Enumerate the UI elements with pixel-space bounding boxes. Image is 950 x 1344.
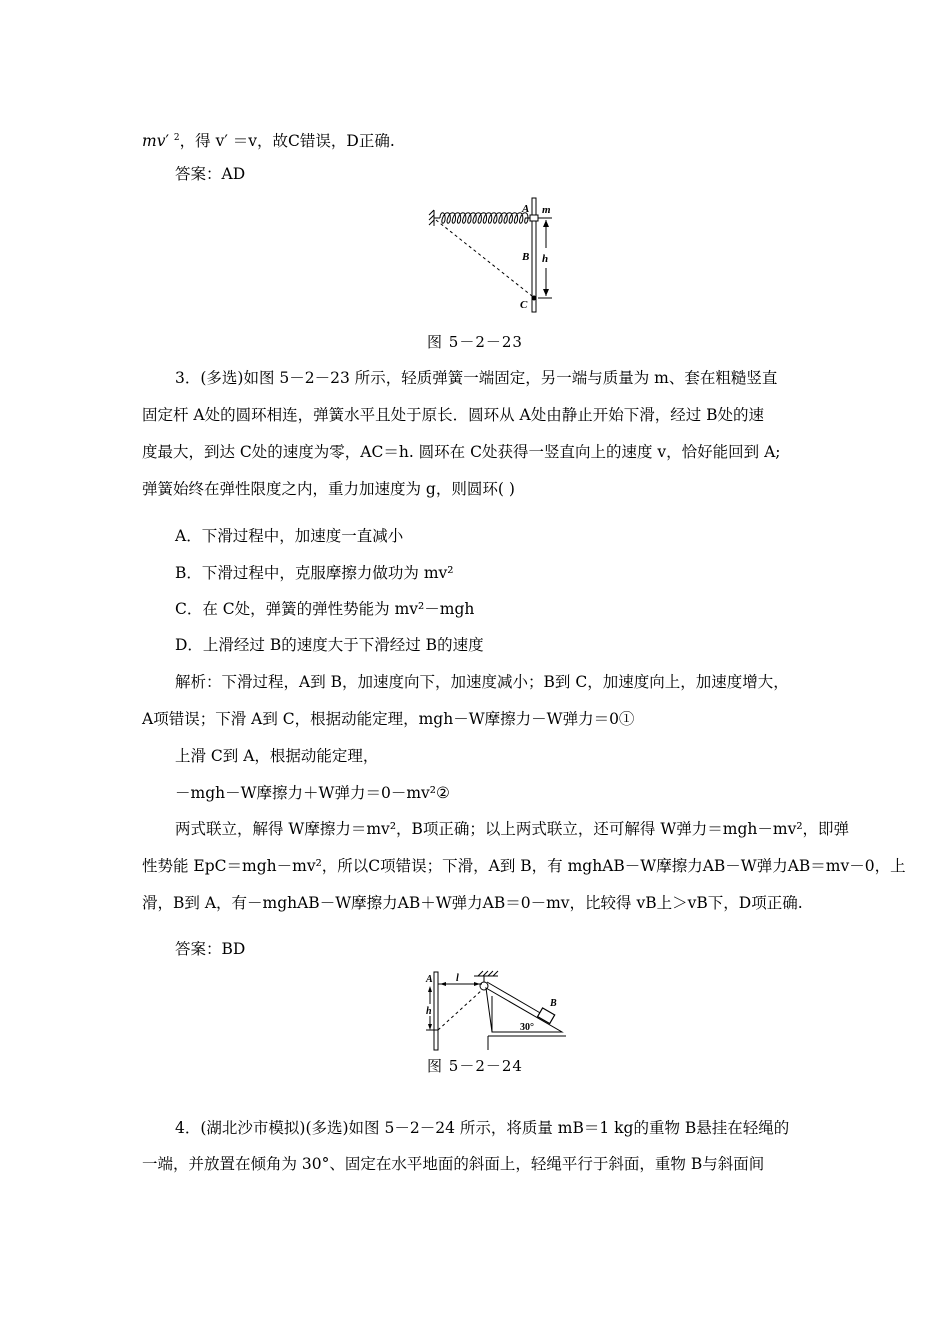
- solution-line-6: 性势能 EpC＝mgh－mv²，所以C项错误；下滑，A到 B，有 mghAB－W摩擦力AB－W弹力AB＝mv－0，上: [142, 857, 906, 875]
- q4-line-2: 一端，并放置在倾角为 30°、固定在水平地面的斜面上，轻绳平行于斜面，重物 B与斜面间: [142, 1155, 765, 1173]
- dashed-line: [438, 990, 482, 1030]
- figure-5-2-23: [428, 196, 588, 316]
- figure-5-2-24-caption: 图 5－2－24: [427, 1057, 523, 1075]
- answer-2: 答案：BD: [175, 940, 246, 958]
- label-h: h: [542, 253, 549, 265]
- vertical-post: [434, 972, 438, 1050]
- dashed-line: [436, 220, 532, 296]
- solution-line-4: －mgh－W摩擦力＋W弹力＝0－mv²②: [175, 784, 450, 802]
- point-c: [532, 296, 537, 301]
- solution-line-7: 滑，B到 A，有－mghAB－W摩擦力AB＋W弹力AB＝0－mv，比较得 vB上＞vB下，D项正确.: [142, 894, 803, 912]
- figure-5-2-24: [420, 970, 570, 1052]
- option-b: B．下滑过程中，克服摩擦力做功为 mv²: [175, 564, 454, 582]
- label-a: A: [426, 974, 433, 985]
- ring: [530, 215, 538, 221]
- answer-1: 答案：AD: [175, 165, 246, 183]
- label-c: C: [520, 299, 528, 311]
- text-line-1: mv′ $^2$，得 v′ ＝v，故C错误，D正确.: [142, 132, 395, 150]
- line1-text: ，得 v′ ＝v，故C错误，D正确.: [179, 132, 395, 150]
- ceiling-hatch: [474, 971, 498, 982]
- option-c: C．在 C处，弹簧的弹性势能为 mv²－mgh: [175, 600, 475, 618]
- spring: [434, 213, 530, 224]
- label-a: A: [522, 203, 530, 215]
- q3-line-2: 固定杆 A处的圆环相连，弹簧水平且处于原长．圆环从 A处由静止开始下滑，经过 B处的速: [142, 406, 765, 424]
- option-d: D．上滑经过 B的速度大于下滑经过 B的速度: [175, 636, 484, 654]
- solution-line-1: 解析：下滑过程，A到 B，加速度向下，加速度减小；B到 C，加速度向上，加速度增大，: [175, 673, 789, 691]
- ground: [488, 1036, 566, 1050]
- figure-5-2-23-caption: 图 5－2－23: [427, 333, 523, 351]
- option-a: A．下滑过程中，加速度一直减小: [175, 527, 404, 545]
- label-l: l: [456, 973, 459, 984]
- label-angle: 30°: [520, 1022, 534, 1033]
- q3-line-1: 3．(多选)如图 5－2－23 所示，轻质弹簧一端固定，另一端与质量为 m、套在粗糙竖直: [175, 369, 778, 387]
- label-b: B: [522, 251, 530, 263]
- wall-hatch: [429, 210, 434, 226]
- label-h: h: [426, 1006, 432, 1017]
- q3-line-3: 度最大，到达 C处的速度为零，AC＝h. 圆环在 C处获得一竖直向上的速度 v，恰好能回到 A;: [142, 443, 781, 461]
- label-m: m: [542, 204, 551, 216]
- solution-line-2: A项错误；下滑 A到 C，根据动能定理，mgh－W摩擦力－W弹力＝0①: [142, 710, 635, 728]
- q4-line-1: 4．(湖北沙市模拟)(多选)如图 5－2－24 所示，将质量 mB＝1 kg的重物 B悬挂在轻绳的: [175, 1119, 790, 1137]
- solution-line-5: 两式联立，解得 W摩擦力＝mv²，B项正确；以上两式联立，还可解得 W弹力＝mgh－mv²，即弹: [175, 820, 850, 838]
- block-b: [538, 1008, 555, 1024]
- q3-line-4: 弹簧始终在弹性限度之内，重力加速度为 g，则圆环( ): [142, 480, 515, 498]
- rope-incline: [487, 982, 542, 1014]
- solution-line-3: 上滑 C到 A，根据动能定理，: [175, 747, 379, 765]
- label-b: B: [550, 998, 557, 1009]
